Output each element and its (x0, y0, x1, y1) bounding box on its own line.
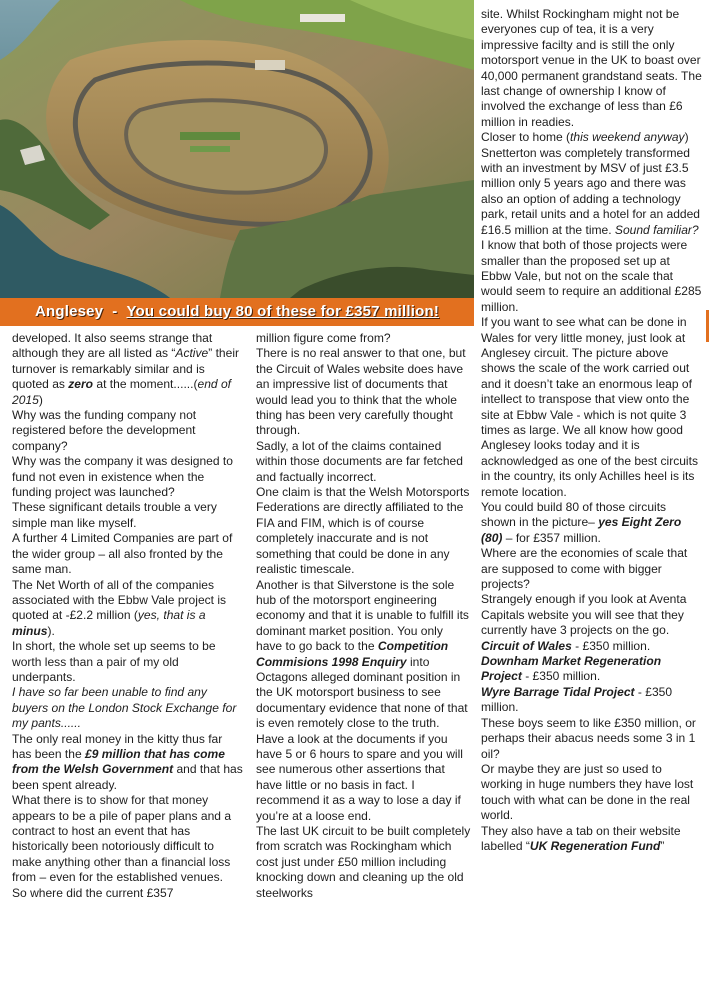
text-run: ) (38, 392, 43, 407)
text-run: Wyre Barrage Tidal Project (481, 684, 635, 699)
text-run: ). (47, 623, 55, 638)
text-run: Circuit of Wales (481, 638, 572, 653)
text-run: If you want to see what can be done in Wales for very little money, just look at Anglesey circuit. The picture above shows the scale of the work carried out and it doesn’t take an enormous leap of intellect to transpose that view onto the site at Ebbw Vale - which is not quite 3 times as large. We all know how good Anglesey looks today and it is acknowledged as one of the best circuits in the country, its only Achilles heel is its remote location. (481, 315, 698, 499)
text-run: There is no real answer to that one, but the Circuit of Wales website does have an impressive list of documents that would lead you to think that the whole thing has been very carefully thought through. (256, 346, 466, 438)
text-run: UK Regeneration Fund (529, 838, 661, 853)
text-run: – for £357 million. (502, 530, 601, 545)
paragraph (12, 639, 244, 685)
text-run: into Octagons alleged dominant position in the UK motorsport business to see documentary evidence that none of that is even remotely close to the truth. (256, 654, 468, 731)
text-run: Where are the economies of scale that are supposed to come with bigger projects? (481, 546, 688, 592)
paragraph (481, 500, 703, 546)
paragraph (481, 130, 703, 238)
text-run: Active (175, 346, 209, 361)
text-run: yes Eight Zero (80) (481, 515, 682, 545)
paragraph (12, 886, 244, 901)
aerial-landscape-illustration (0, 0, 474, 298)
text-run: They also have a tab on their website labelled “ (481, 823, 681, 853)
text-run: Strangely enough if you look at Aventa Capitals website you will see that they currently have 3 projects on the go. (481, 592, 687, 638)
text-run: Have a look at the documents if you have 5 or 6 hours to spare and you will see numerous other assertions that have little or no basis in fact. I recommend it as a way to lose a day if you’re at a loose end. (256, 731, 463, 823)
text-run: zero (68, 377, 94, 392)
photo-caption (0, 298, 474, 326)
text-run: I know that both of those projects were smaller than the proposed set up at Ebbw Vale, but not on the scale that would seem to require an additional £285 million. (481, 238, 702, 314)
text-run: Why was the company it was designed to fund not even in existence when the funding project was launched? (12, 454, 233, 500)
paragraph (12, 685, 244, 731)
paragraph (256, 824, 472, 901)
text-run: I have so far been unable to find any buyers on the London Stock Exchange for my pants...... (12, 685, 237, 731)
text-run: So where did the current £357 (12, 885, 174, 900)
anglesey-aerial-photo (0, 0, 474, 298)
paragraph (12, 531, 244, 577)
text-run: You could build 80 of those circuits shown in the picture– (481, 500, 667, 530)
text-run: at the moment......( (93, 377, 198, 392)
text-run: and that has been spent already. (12, 762, 243, 792)
text-run: - £350 million. (521, 669, 601, 684)
paragraph (256, 439, 472, 485)
text-run: Sadly, a lot of the claims contained within those documents are far fetched and factually incorrect. (256, 438, 463, 484)
text-run: site. Whilst Rockingham might not be everyones cup of tea, it is a very impressive facilty and is still the only motorsport venue in the UK to boast over 40,000 permanent grandstand seats. The last change of ownership I know of involved the exchange of less than £6 million in readies. (481, 7, 702, 129)
text-run: - £350 million. (571, 638, 651, 653)
paragraph (481, 7, 703, 130)
paragraph (12, 793, 244, 885)
text-run: Or maybe they are just so used to working in huge numbers they have lost touch with what can be done in the real world. (481, 761, 694, 823)
text-run: The Net Worth of all of the companies associated with the Ebbw Vale project is quoted at -£2.2 million ( (12, 577, 227, 623)
caption-text: You could buy 80 of these for £357 million! (126, 303, 440, 320)
text-run: One claim is that the Welsh Motorsports Federations are directly affiliated to the FIA and FIM, which is of course completely inaccurate and is not something that could be done in any realistic timescale. (256, 485, 470, 577)
article-column-2 (256, 331, 472, 901)
paragraph (12, 578, 244, 640)
text-run: The only real money in the kitty thus far has been the (12, 731, 223, 761)
text-run: ” their turnover is remarkably similar and is quoted as (12, 346, 240, 392)
paragraph (12, 408, 244, 454)
text-run: this weekend anyway (570, 130, 685, 145)
paragraph (481, 546, 703, 592)
paragraph (481, 639, 703, 654)
paragraph (256, 331, 472, 346)
text-run: £9 million that has come from the Welsh Government (12, 746, 225, 777)
paragraph (481, 238, 703, 315)
paragraph (256, 485, 472, 577)
caption-place: Anglesey (34, 303, 104, 320)
paragraph (256, 346, 472, 438)
paragraph (481, 685, 703, 716)
paragraph (481, 592, 703, 638)
paragraph (481, 315, 703, 500)
text-run: Downham Market Regeneration Project (481, 654, 662, 684)
text-run: Competition Commisions 1998 Enquiry (256, 639, 449, 669)
paragraph (12, 331, 244, 408)
text-run: Another is that Silverstone is the sole hub of the motorsport engineering economy and that it is unable to fulfill its dominant market position. You only have to go back to the (256, 577, 469, 654)
text-run: yes, that is a (137, 608, 206, 623)
paragraph (12, 500, 244, 531)
caption-separator: - (112, 303, 118, 320)
paragraph (256, 732, 472, 824)
paragraph (481, 762, 703, 824)
text-run: Why was the funding company not registered before the development company? (12, 408, 197, 453)
text-run: Sound familiar? (614, 222, 699, 237)
text-run: Closer to home ( (481, 130, 571, 145)
text-run: These significant details trouble a very simple man like myself. (12, 500, 217, 530)
text-run: minus (12, 623, 48, 638)
article-column-1 (12, 331, 244, 901)
text-run: The last UK circuit to be built completely from scratch was Rockingham which cost just under £50 million including knocking down and cleaning up the old steelworks (256, 824, 471, 900)
text-run: ” (660, 838, 665, 853)
paragraph (481, 716, 703, 762)
paragraph (481, 824, 703, 855)
text-run: A further 4 Limited Companies are part of the wider group – all also fronted by the same man. (12, 531, 233, 577)
text-run: These boys seem to like £350 million, or perhaps their abacus needs some 3 in 1 oil? (481, 715, 696, 761)
text-run: end of 2015 (12, 377, 231, 407)
paragraph (12, 454, 244, 500)
text-run: In short, the whole set up seems to be worth less than a pair of my old underpants. (12, 639, 216, 684)
text-run: - £350 million. (481, 684, 673, 715)
paragraph (481, 654, 703, 685)
text-run: developed. It also seems strange that although they are all listed as “ (12, 331, 213, 361)
text-run: ) Snetterton was completely transformed with an investment by MSV of just £3.5 million only 5 years ago and there was also an option of adding a technology park, retail units and a hotel for an added £16.5 million at the time. (481, 130, 700, 237)
text-run: million figure come from? (256, 331, 391, 345)
paragraph (12, 732, 244, 794)
article-column-3 (481, 7, 703, 854)
paragraph (256, 578, 472, 732)
text-run: What there is to show for that money appears to be a pile of paper plans and a contract to host an event that has historically been notoriously difficult to make anything other than a financial loss from – even for the established venues. (12, 793, 232, 885)
